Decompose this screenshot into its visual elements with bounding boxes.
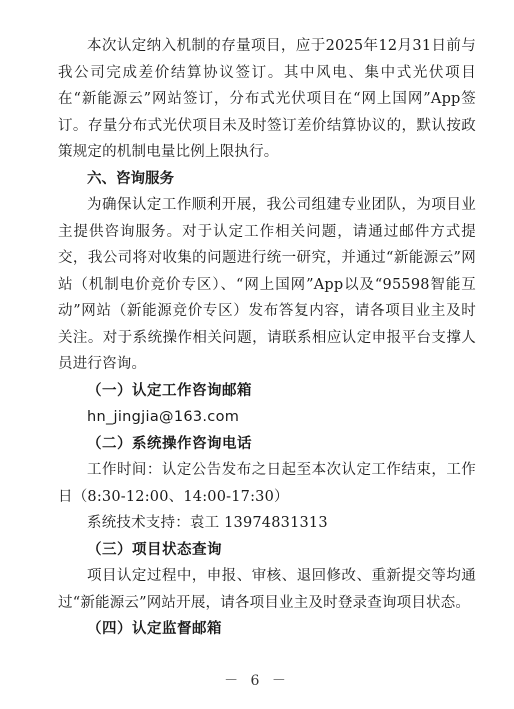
- tech-support: 系统技术支持：袁工 13974831313: [87, 515, 328, 531]
- sub3-title: （三）项目状态查询: [87, 540, 222, 558]
- section-six-body: 为确保认定工作顺利开展，我公司组建专业团队，为项目业主提供咨询服务。对于认定工作相关问题，请通过邮件方式提交，我公司将对收集的问题进行统一研究，并通过“新能源云”网站（机制电价竞价专区）、“网上国网”App以及“95598智能互动”网站（新能源竞价专区）发布答复内容，请各项目业主及时关注。对于系统操作相关问题，请联系相应认定申报平台支撑人员进行咨询。: [58, 197, 476, 372]
- sub2-title: （二）系统操作咨询电话: [87, 434, 252, 452]
- document-body: [58, 33, 476, 643]
- paragraph-intro: 本次认定纳入机制的存量项目，应于2025年12月31日前与我公司完成差价结算协议签订。其中风电、集中式光伏项目在“新能源云”网站签订，分布式光伏项目在“网上国网”App签订。存量分布式光伏项目未及时签订差价结算协议的，默认按政策规定的机制电量比例上限执行。: [58, 38, 476, 160]
- page-number: － 6 －: [224, 673, 290, 689]
- sub3-body: 项目认定过程中，申报、审核、退回修改、重新提交等均通过“新能源云”网站开展，请各项目业主及时登录查询项目状态。: [58, 568, 476, 611]
- working-hours: 工作时间：认定公告发布之日起至本次认定工作结束，工作日（8:30-12:00、14:00-17:30）: [58, 462, 476, 505]
- section-six-title: 六、咨询服务: [87, 170, 174, 187]
- sub4-title: （四）认定监督邮箱: [87, 620, 222, 637]
- consult-email: hn_jingjia@163.com: [87, 409, 240, 425]
- sub1-title: （一）认定工作咨询邮箱: [87, 381, 252, 399]
